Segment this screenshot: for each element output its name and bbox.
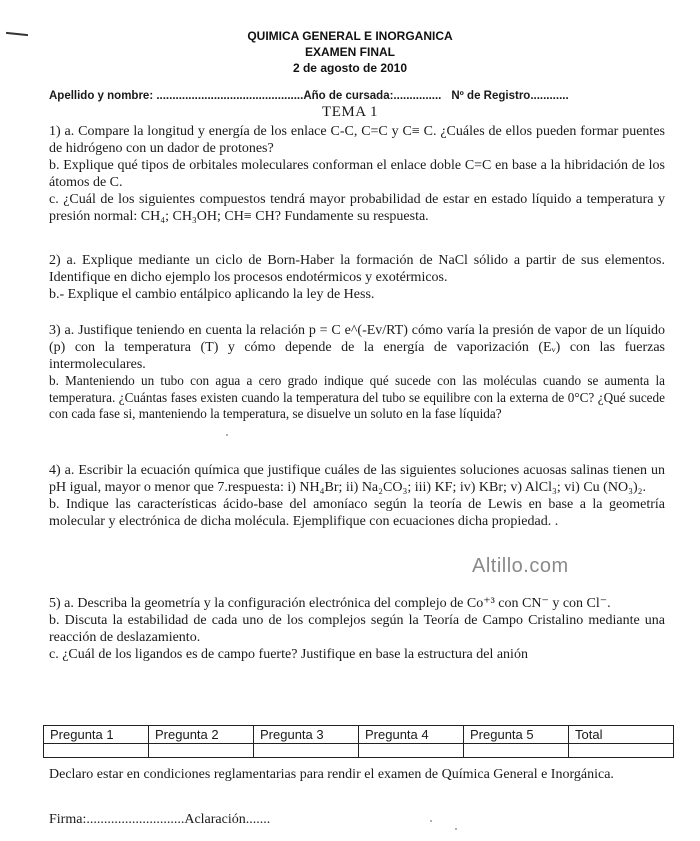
question-5b: b. Discuta la estabilidad de cada uno de los complejos según la Teoría de Campo Cristalino mediante una reacción de deslazamiento. bbox=[49, 613, 665, 645]
course-title: QUIMICA GENERAL E INORGANICA bbox=[247, 29, 453, 43]
speck bbox=[430, 820, 432, 822]
score-header-cell: Pregunta 4 bbox=[359, 726, 464, 744]
declaration: Declaro estar en condiciones reglamentarias para rendir el examen de Química General e Inorgánica. bbox=[49, 767, 614, 782]
score-cell bbox=[44, 744, 149, 758]
exam-date: 2 de agosto de 2010 bbox=[292, 61, 408, 75]
exam-title: EXAMEN FINAL bbox=[305, 45, 395, 59]
question-1c: c. ¿Cuál de los siguientes compuestos tendrá mayor probabilidad de estar en estado líquido a temperatura y presión normal: CH₄; CH₃OH; CH≡ CH? Fundamente su respuesta. bbox=[49, 192, 665, 224]
question-5c: c. ¿Cuál de los ligandos es de campo fuerte? Justifique en base la estructura del anión bbox=[49, 647, 528, 662]
score-value-row bbox=[44, 744, 674, 758]
score-header-row bbox=[44, 726, 674, 744]
score-header-cell: Pregunta 1 bbox=[44, 726, 149, 744]
score-cell bbox=[464, 744, 569, 758]
question-3a: 3) a. Justifique teniendo en cuenta la relación p = C e^(-Ev/RT) cómo varía la presión de vapor de un líquido (p) con la temperatura (T) y cómo depende de la energía de vaporización (Eᵥ) con las fuerzas intermoleculares. bbox=[49, 323, 665, 372]
question-5a: 5) a. Describa la geometría y la configuración electrónica del complejo de Co⁺³ con CN⁻ y con Cl⁻. bbox=[49, 596, 611, 611]
speck bbox=[455, 828, 457, 830]
question-1 bbox=[49, 123, 665, 225]
question-4b: b. Indique las características ácido-base del amoníaco según la teoría de Lewis en base a la geometría molecular y electrónica de dicha molécula. Ejemplifique con ecuaciones dicha propiedad. . bbox=[49, 497, 665, 529]
registry-number-field: Nº de Registro............ bbox=[451, 90, 569, 102]
question-2a: 2) a. Explique mediante un ciclo de Born-Haber la formación de NaCl sólido a partir de sus elementos. Identifique en dicho ejemplo los procesos endotérmicos y exotérmicos. bbox=[49, 253, 665, 285]
question-3 bbox=[49, 322, 665, 423]
question-2b: b.- Explique el cambio entálpico aplicando la ley de Hess. bbox=[49, 287, 375, 302]
score-header-cell: Pregunta 2 bbox=[149, 726, 254, 744]
question-3b: b. Manteniendo un tubo con agua a cero grado indique qué sucede con las moléculas cuando se aumenta la temperatura. ¿Cuántas fases existen cuando la temperatura del tubo se equilibre con la externa de 0°C? ¿Qué sucede con cada fase si, manteniendo la temperatura, se disuelve un soluto en la fase líquida? bbox=[49, 373, 665, 421]
score-cell bbox=[569, 744, 674, 758]
question-5 bbox=[49, 595, 665, 663]
question-4 bbox=[49, 462, 665, 530]
year-field: Año de cursada:............... bbox=[303, 90, 442, 102]
score-cell bbox=[359, 744, 464, 758]
question-2 bbox=[49, 252, 665, 303]
score-cell bbox=[149, 744, 254, 758]
signature-line: Firma:............................Aclaración....... bbox=[49, 812, 271, 827]
tema-heading: TEMA 1 bbox=[322, 104, 378, 120]
score-table bbox=[43, 725, 674, 758]
name-field: Apellido y nombre: .............................................. bbox=[49, 90, 304, 102]
question-1b: b. Explique qué tipos de orbitales moleculares conforman el enlace doble C=C en base a la hibridación de los átomos de C. bbox=[49, 158, 665, 190]
speck bbox=[226, 434, 228, 436]
question-1a: 1) a. Compare la longitud y energía de los enlace C-C, C=C y C≡ C. ¿Cuáles de ellos pueden formar puentes de hidrógeno con un dador de protones? bbox=[49, 124, 665, 156]
score-header-cell: Pregunta 5 bbox=[464, 726, 569, 744]
watermark: Altillo.com bbox=[472, 555, 569, 577]
score-cell bbox=[254, 744, 359, 758]
question-4a: 4) a. Escribir la ecuación química que justifique cuáles de las siguientes soluciones acuosas salinas tienen un pH igual, mayor o menor que 7.respuesta: i) NH₄Br; ii) Na₂CO₃; iii) KF; iv) KBr; v) AlCl₃; vi) Cu (NO₃)₂. bbox=[49, 463, 665, 495]
score-header-cell: Total bbox=[569, 726, 674, 744]
score-header-cell: Pregunta 3 bbox=[254, 726, 359, 744]
registration-line bbox=[49, 90, 657, 102]
